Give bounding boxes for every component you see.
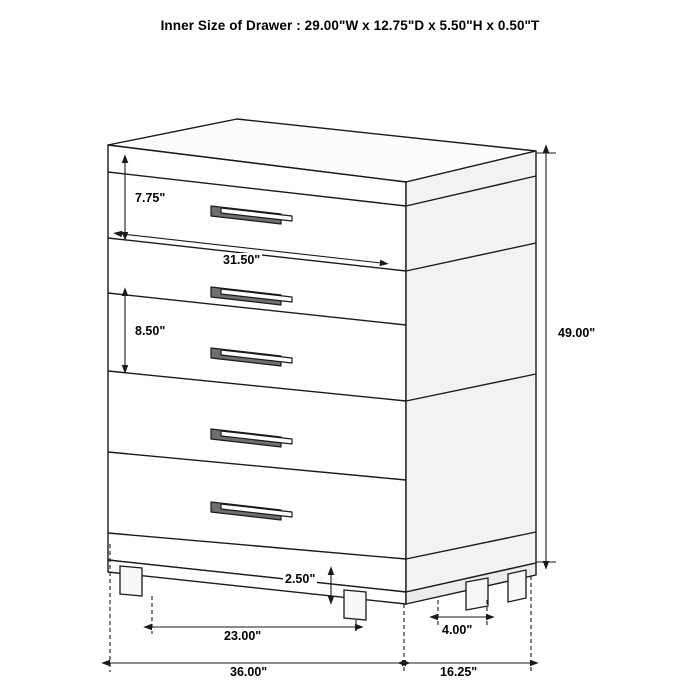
leg-back-far	[508, 570, 526, 602]
chest-body	[108, 119, 536, 604]
label-overall-depth: 16.25"	[440, 665, 478, 679]
label-overall-height: 49.00"	[558, 326, 596, 340]
page-title: Inner Size of Drawer : 29.00"W x 12.75"D x 5.50"H x 0.50"T	[160, 18, 540, 33]
label-overall-width: 36.00"	[230, 665, 268, 679]
label-leg-offset: 4.00"	[442, 623, 473, 637]
label-second-drawer-height: 8.50"	[135, 324, 166, 338]
leg-front-right	[344, 590, 366, 620]
label-drawer-width: 31.50"	[223, 253, 261, 267]
label-top-drawer-height: 7.75"	[135, 191, 166, 205]
leg-front-left	[120, 566, 142, 596]
label-leg-height: 2.50"	[285, 572, 316, 586]
leg-back-right	[466, 578, 488, 610]
label-leg-span: 23.00"	[224, 629, 262, 643]
chest-side-face	[406, 151, 536, 592]
